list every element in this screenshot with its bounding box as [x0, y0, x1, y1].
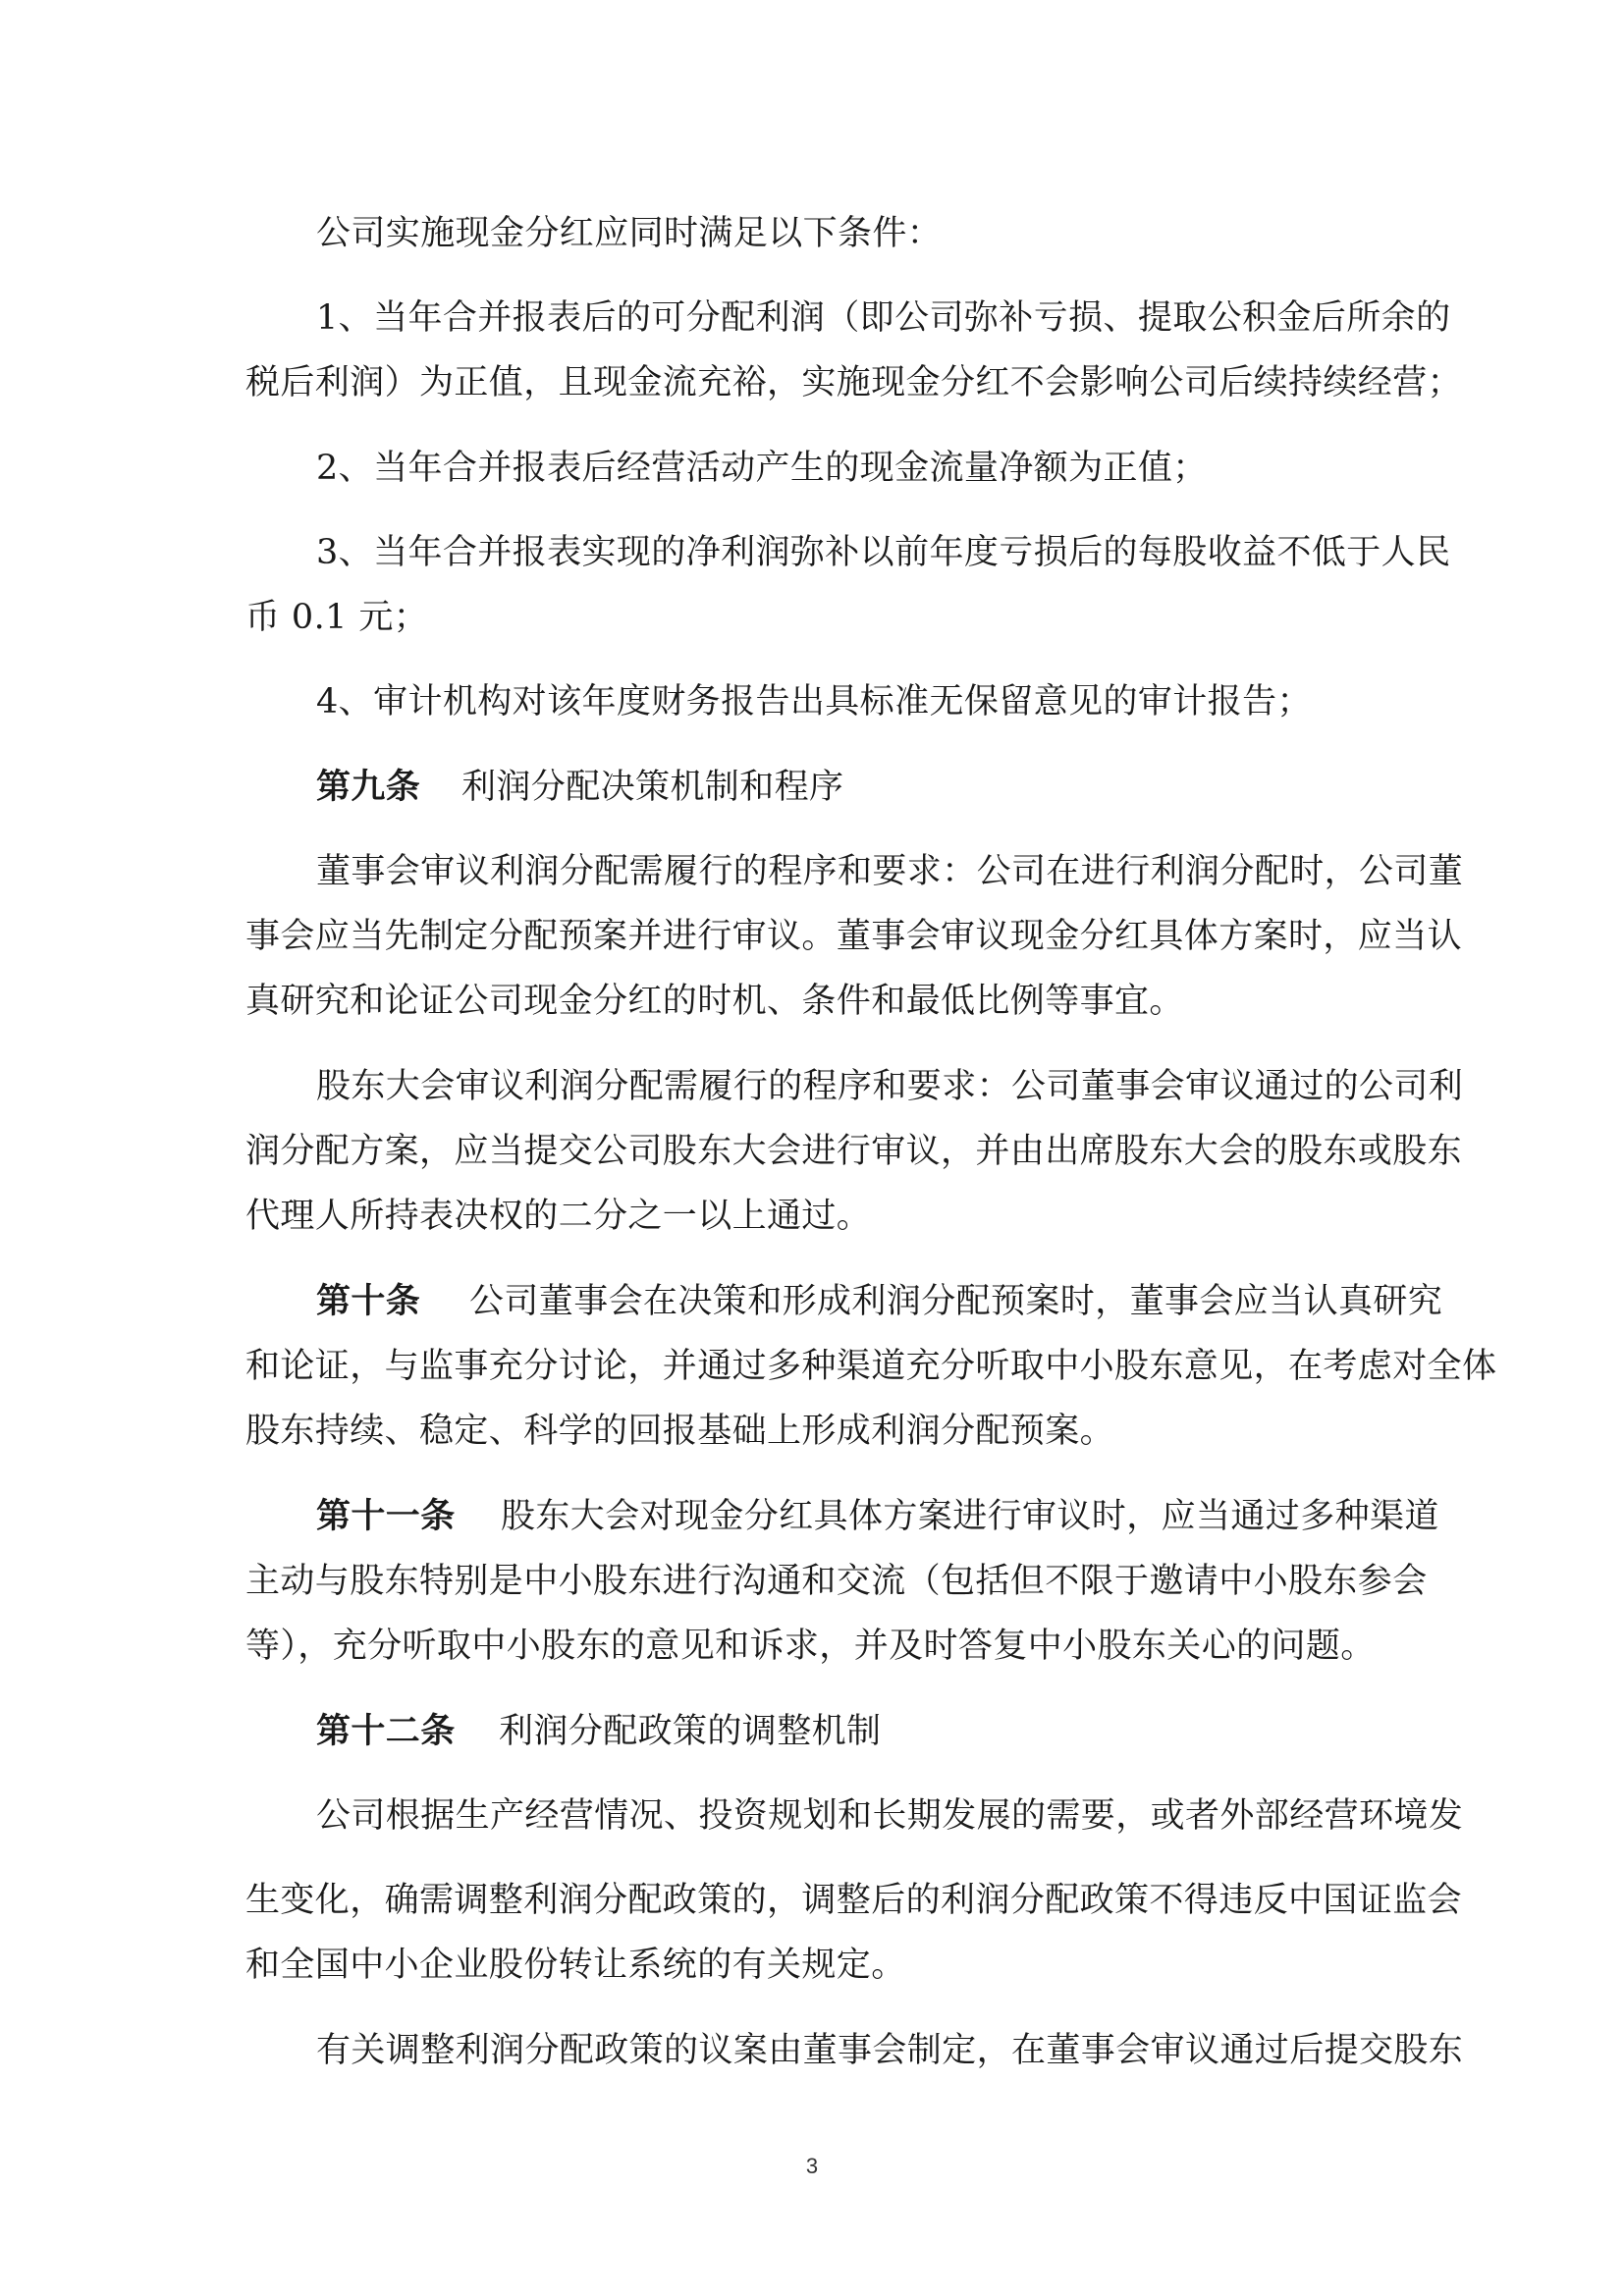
paragraph-line: 和论证，与监事充分讨论，并通过多种渠道充分听取中小股东意见，在考虑对全体 [245, 1347, 1497, 1386]
article-title: 利润分配决策机制和程序 [461, 768, 844, 807]
paragraph-line: 和全国中小企业股份转让系统的有关规定。 [245, 1946, 906, 1985]
article-label: 第十一条 [316, 1497, 456, 1536]
paragraph-line: 1、当年合并报表后的可分配利润（即公司弥补亏损、提取公积金后所余的 [316, 298, 1451, 338]
article-label: 第九条 [316, 768, 421, 807]
paragraph-line: 2、当年合并报表后经营活动产生的现金流量净额为正值； [316, 449, 1208, 488]
article-text: 股东大会对现金分红具体方案进行审议时，应当通过多种渠道 [501, 1497, 1439, 1536]
paragraph-line: 事会应当先制定分配预案并进行审议。董事会审议现金分红具体方案时，应当认 [245, 917, 1463, 956]
paragraph-line: 股东持续、稳定、科学的回报基础上形成利润分配预案。 [245, 1412, 1115, 1451]
paragraph-line: 生变化，确需调整利润分配政策的，调整后的利润分配政策不得违反中国证监会 [245, 1881, 1463, 1920]
paragraph-line: 董事会审议利润分配需履行的程序和要求：公司在进行利润分配时，公司董 [316, 852, 1464, 891]
paragraph-line: 主动与股东特别是中小股东进行沟通和交流（包括但不限于邀请中小股东参会 [245, 1562, 1428, 1601]
article-text: 公司董事会在决策和形成利润分配预案时，董事会应当认真研究 [469, 1282, 1443, 1321]
paragraph-line: 公司实施现金分红应同时满足以下条件： [316, 214, 943, 253]
paragraph-line: 币 0.1 元； [245, 598, 429, 637]
article-label: 第十二条 [316, 1712, 456, 1751]
page-number: 3 [805, 2154, 819, 2178]
paragraph-line: 真研究和论证公司现金分红的时机、条件和最低比例等事宜。 [245, 982, 1184, 1021]
article-label: 第十条 [316, 1282, 421, 1321]
paragraph-line: 4、审计机构对该年度财务报告出具标准无保留意见的审计报告； [316, 682, 1312, 721]
paragraph-line: 等），充分听取中小股东的意见和诉求，并及时答复中小股东关心的问题。 [245, 1627, 1376, 1666]
paragraph-line: 润分配方案，应当提交公司股东大会进行审议，并由出席股东大会的股东或股东 [245, 1132, 1463, 1171]
article-title: 利润分配政策的调整机制 [499, 1712, 882, 1751]
paragraph-line: 股东大会审议利润分配需履行的程序和要求：公司董事会审议通过的公司利 [316, 1067, 1464, 1106]
paragraph-line: 3、当年合并报表实现的净利润弥补以前年度亏损后的每股收益不低于人民 [316, 533, 1451, 572]
paragraph-line: 税后利润）为正值，且现金流充裕，实施现金分红不会影响公司后续持续经营； [245, 363, 1463, 402]
paragraph-line: 公司根据生产经营情况、投资规划和长期发展的需要，或者外部经营环境发 [316, 1796, 1464, 1836]
paragraph-line: 代理人所持表决权的二分之一以上通过。 [245, 1197, 872, 1236]
paragraph-line: 有关调整利润分配政策的议案由董事会制定，在董事会审议通过后提交股东 [316, 2031, 1464, 2070]
